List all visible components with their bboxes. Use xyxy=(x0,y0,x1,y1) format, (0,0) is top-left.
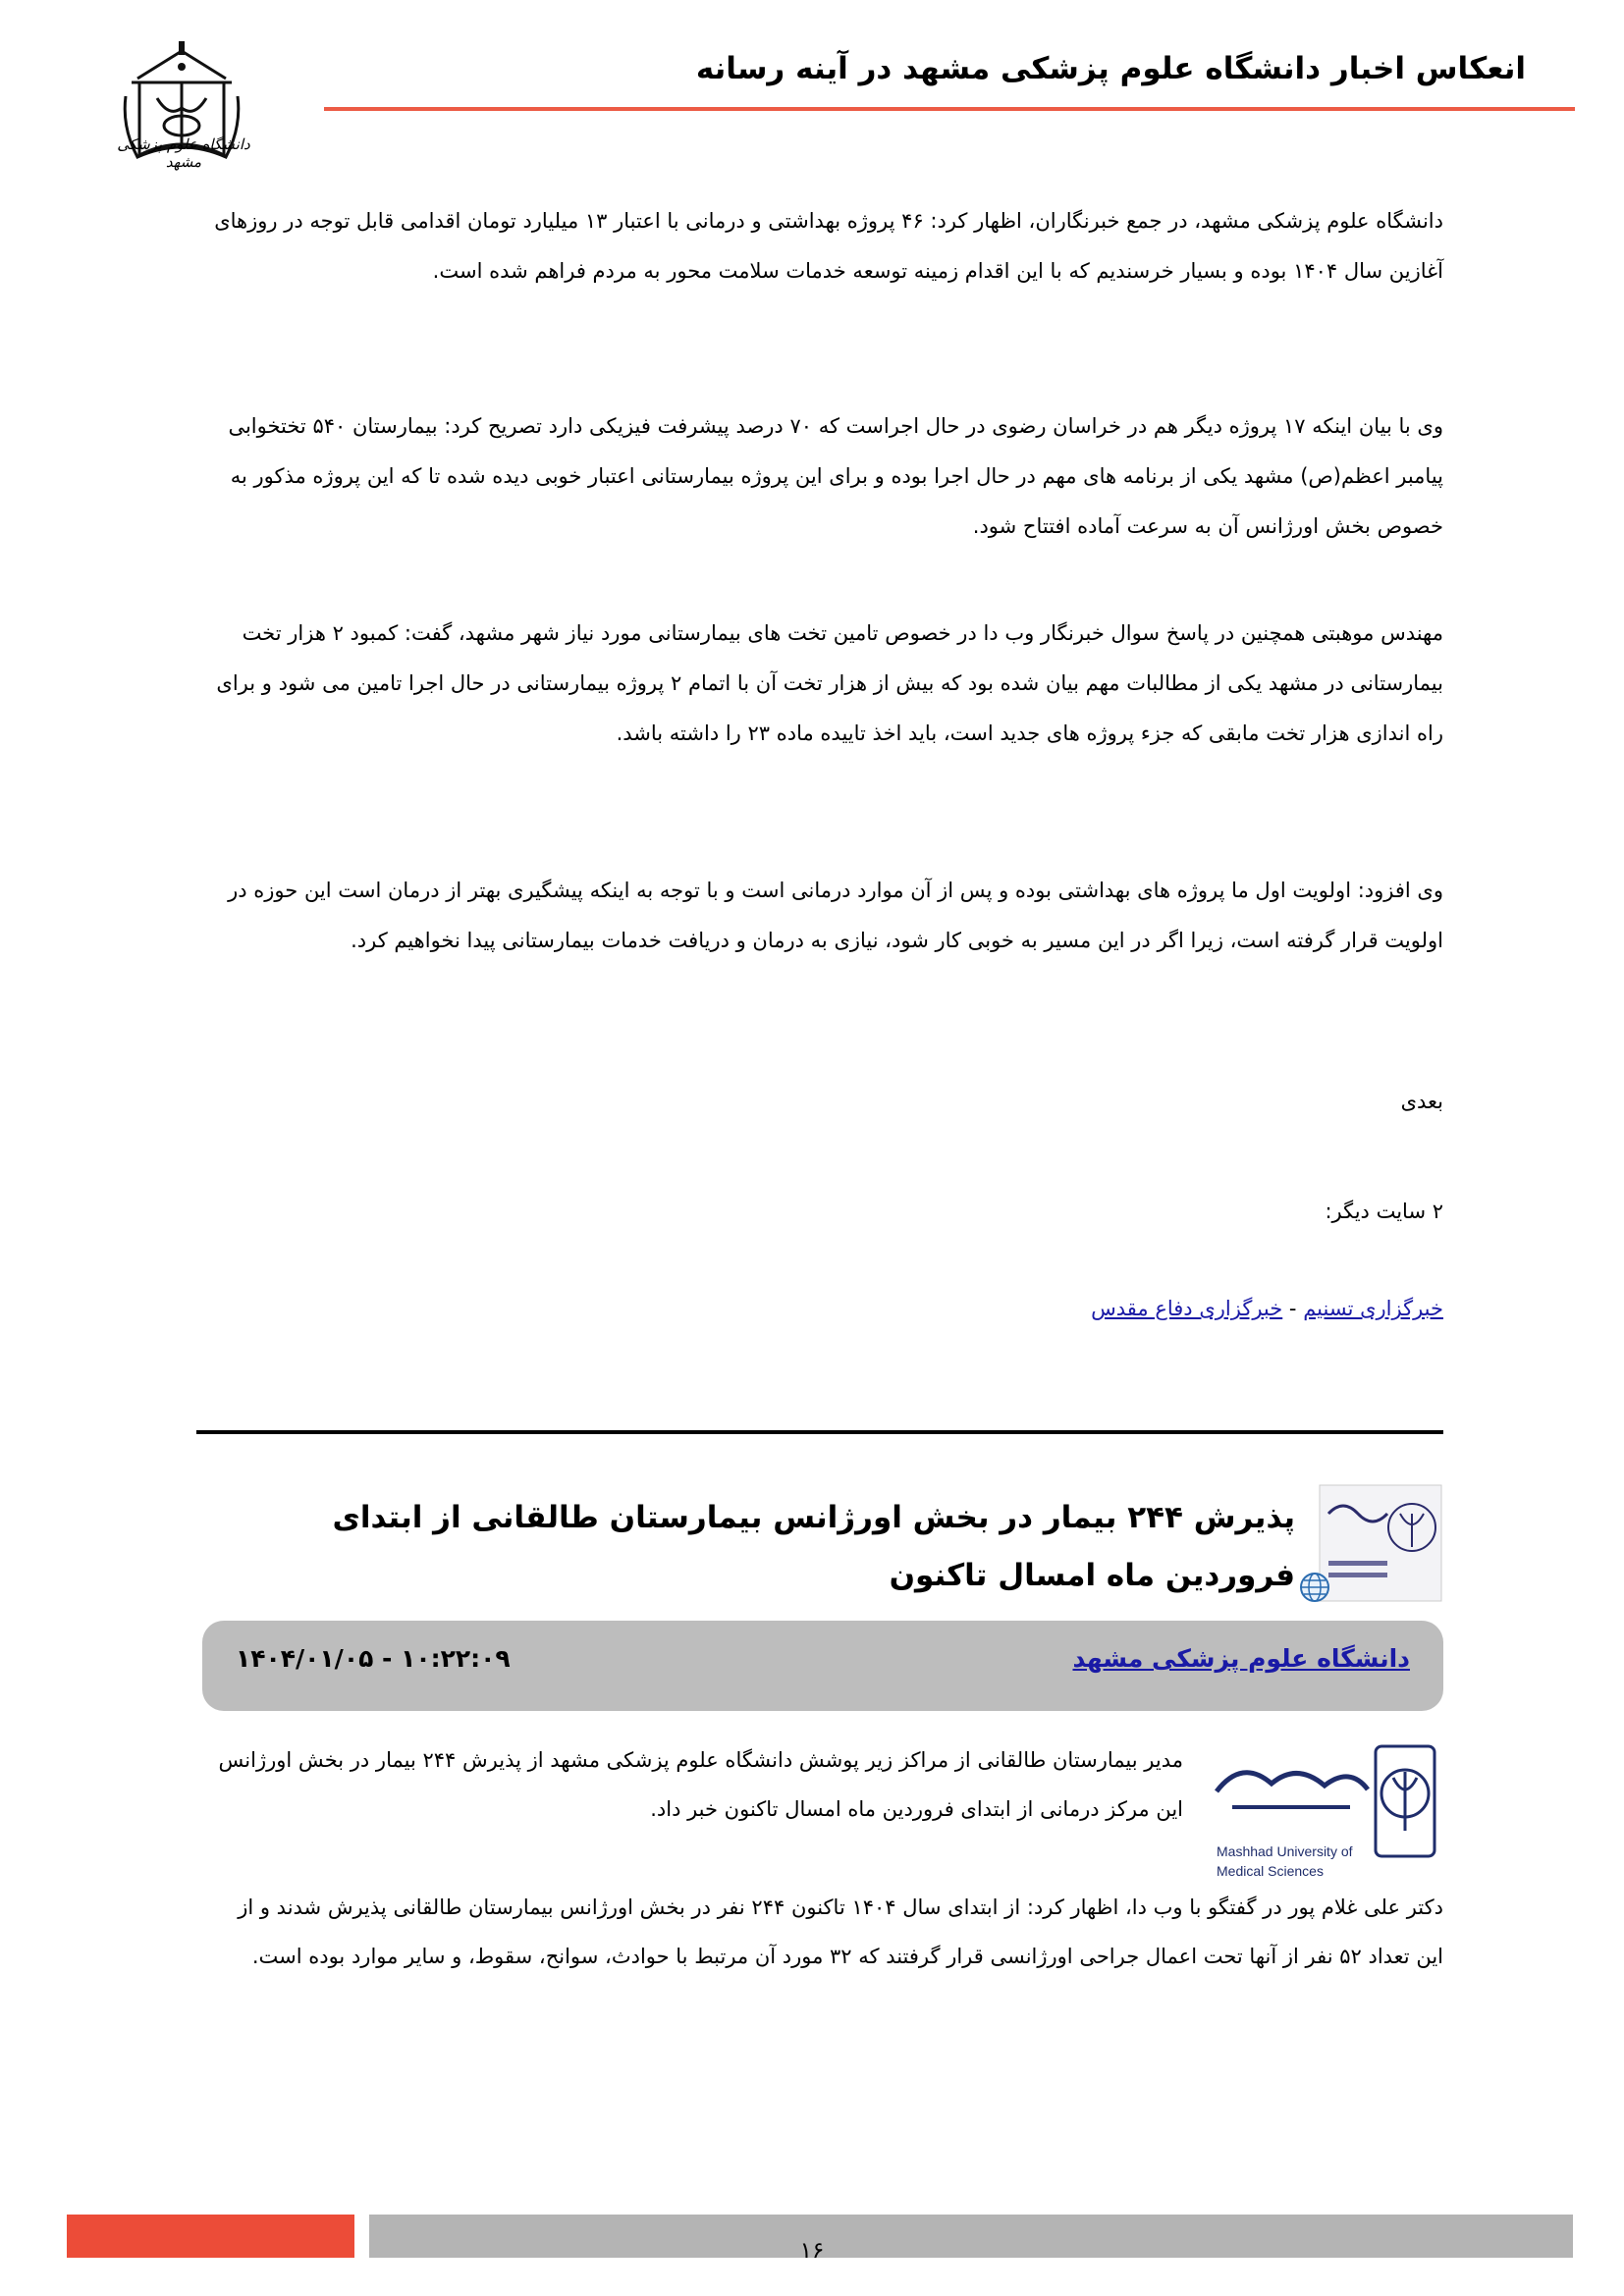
article1-paragraph-3: مهندس موهبتی همچنین در پاسخ سوال خبرنگار وب دا در خصوص تامین تخت های بیمارستانی مورد نیاز شهر مشهد، گفت: کمبود ۲ هزار تخت بیمارستانی در مشهد یکی از مطالبات مهم بیان شده بود که بیش از هزار تخت آن با اتمام ۲ پروژه بیمارستانی در حال اجرا تامین می شود و برای راه اندازی هزار تخت مابقی که جزء پروژه های جدید است، باید اخذ تاییده ماده ۲۳ را داشته باشد. xyxy=(216,621,1443,745)
logo-text-en-1: Mashhad University of xyxy=(1217,1843,1353,1859)
source-links xyxy=(212,1284,1443,1334)
link-defa-moghaddas-news[interactable]: خبرگزاری دفاع مقدس xyxy=(1091,1297,1283,1320)
header-divider xyxy=(324,107,1575,111)
article2-title: پذیرش ۲۴۴ بیمار در بخش اورژانس بیمارستان طالقانی از ابتدای فروردین ماه امسال تاکنون xyxy=(332,1500,1295,1593)
link-tasnim-news[interactable]: خبرگزاری تسنیم xyxy=(1303,1297,1443,1320)
link-separator: - xyxy=(1288,1297,1297,1320)
mums-small-logo xyxy=(1319,1484,1442,1602)
page-header-title: انعکاس اخبار دانشگاه علوم پزشکی مشهد در آینه رسانه xyxy=(695,51,1526,86)
article-separator xyxy=(196,1430,1443,1434)
university-logo-caption: دانشگاه علوم پزشکی مشهد xyxy=(117,135,250,171)
other-sites-label: ۲ سایت دیگر: xyxy=(1325,1200,1443,1223)
article1-paragraph-4: وی افزود: اولویت اول ما پروژه های بهداشتی بوده و پس از آن موارد درمانی است و با توجه به اینکه پیشگیری بهتر از درمان است این حوزه در اولویت قرار گرفته است، زیرا اگر در این مسیر به خوبی کار شود، نیازی به درمان و دریافت خدمات بیمارستانی پیدا نخواهیم کرد. xyxy=(228,879,1443,952)
publish-datetime: ۱۴۰۴/۰۱/۰۵ - ۱۰:۲۲:۰۹ xyxy=(236,1644,511,1673)
article1-paragraph-2: وی با بیان اینکه ۱۷ پروژه دیگر هم در خراسان رضوی در حال اجراست که ۷۰ درصد پیشرفت فیزیکی دارد تصریح کرد: بیمارستان ۵۴۰ تختخوابی پیامبر اعظم(ص) مشهد یکی از برنامه های مهم در حال اجرا بوده و برای این پروژه بیمارستانی اعتبار خوبی دیده شده تا که این پروژه مذکور به خصوص بخش اورژانس آن به سرعت آماده افتتاح شود. xyxy=(228,414,1443,538)
globe-icon xyxy=(1298,1571,1331,1604)
page-number: ۱۶ xyxy=(799,2238,825,2264)
source-bar xyxy=(202,1621,1443,1711)
article2-paragraph-1: مدیر بیمارستان طالقانی از مراکز زیر پوشش دانشگاه علوم پزشکی مشهد از پذیرش ۲۴۴ بیمار در بخش اورژانس این مرکز درمانی از ابتدای فروردین ماه امسال تاکنون خبر داد. xyxy=(218,1748,1183,1821)
article1-end-word: بعدی xyxy=(1400,1090,1443,1113)
article2-paragraph-2: دکتر علی غلام پور در گفتگو با وب دا، اظهار کرد: از ابتدای سال ۱۴۰۴ تاکنون ۲۴۴ نفر در بخش اورژانس بیمارستان طالقانی پذیرش شدند و از این تعداد ۵۲ نفر از آنها تحت اعمال جراحی اورژانسی قرار گرفتند که ۳۲ مورد آن مرتبط با حوادث، سوانح، سقوط، و سایر موارد بوده است. xyxy=(238,1896,1443,1968)
logo-text-en-2: Medical Sciences xyxy=(1217,1863,1324,1879)
source-link[interactable]: دانشگاه علوم پزشکی مشهد xyxy=(1072,1644,1410,1673)
article1-paragraph-1: دانشگاه علوم پزشکی مشهد، در جمع خبرنگاران، اظهار کرد: ۴۶ پروژه بهداشتی و درمانی با اعتبار ۱۳ میلیارد تومان اقدامی قابل توجه در روزهای آغازین سال ۱۴۰۴ بوده و بسیار خرسندیم که با این اقدام زمینه توسعه خدمات سلامت محور به مردم فراهم شده است. xyxy=(214,209,1443,283)
